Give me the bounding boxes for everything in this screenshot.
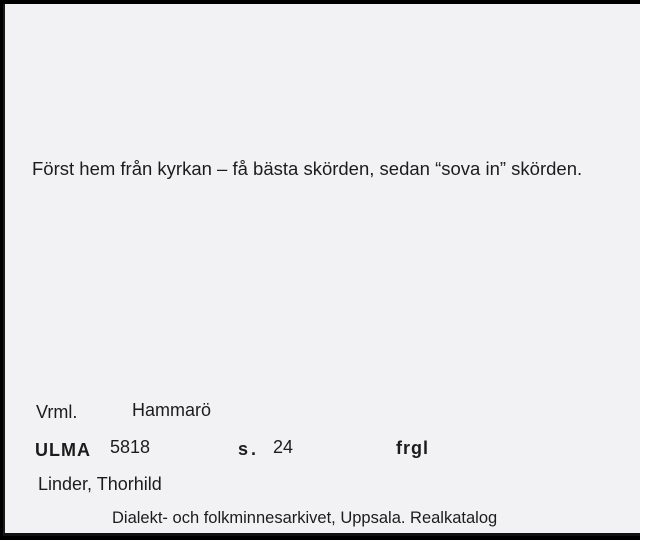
page-label: s. [238, 439, 260, 459]
category-label: frgl [396, 438, 429, 458]
scan-edge-bottom [0, 540, 648, 545]
informant-name: Linder, Thorhild [38, 474, 162, 494]
record-number: 5818 [110, 437, 151, 457]
archive-code: ULMA [35, 440, 91, 460]
archive-footer: Dialekt- och folkminnesarkivet, Uppsala. Realkatalog [112, 509, 498, 527]
card-main-text: Först hem från kyrkan – få bästa skörden, sedan “sova in” skörden. [32, 158, 583, 179]
province-label: Vrml. [36, 402, 78, 422]
catalog-card [3, 4, 640, 536]
page-number: 24 [273, 437, 294, 457]
scan-edge-right [640, 0, 648, 545]
parish-label: Hammarö [132, 400, 212, 420]
